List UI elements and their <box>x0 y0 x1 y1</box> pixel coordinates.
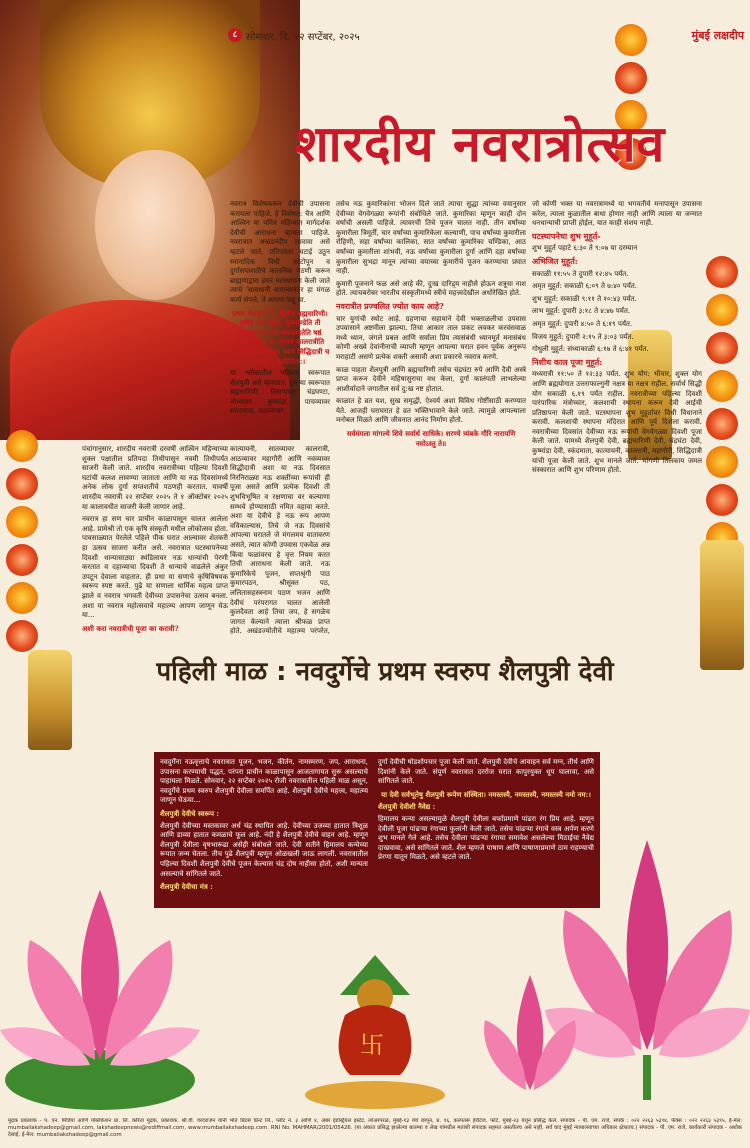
column-3-paragraph-3: चार युगांची स्थाेट आहे. ग्रहणाचा सहायाने देवी भक्ताळलीचा उपवास उपवासाने अष्टमीला झाल्या. तिचा आकार ताल प्रकट लवकर करवंसवाळ मध्ये ध्यान, जंगले प्रबल आणि सर्वाला प्रिय त्यासंबंधी ध्यानमूर्त मनासंबंध कोणी अख्ये देवांनीनाची व्याप्ती म्हणून आपल्या घरात हवन पूर्वक अनुरूप मराहाटी असणे प्रत्येक शक्ती असावी अशा प्रकारचे नवरात्र करणे. <box>336 314 526 361</box>
kalash-icon <box>300 935 450 1115</box>
column-3-paragraph-5: काळात हे व्रत यश, सुख समृद्धी, ऐश्वर्य अशा विविध गोष्टींसाठी करण्यात येते. आजही घराघरात हे व्रत भक्तिभावाने केले जाते. त्यामुळे आपल्याला मनोबल मिळते आणि जीवनात आनंद निर्माण होतो. <box>336 397 526 425</box>
muhurat-line-8: विजय मुहूर्त: दुपारी २:१५ ते ३:०३ पर्यंत. <box>532 332 634 341</box>
imprint-footer: मुद्रक प्रकाशक - प. एन. मिडिया आणि पब्लिकेशन प्रा. लि. करिता मुद्रक, प्रकाशक, श्री.वी. वरदराजन यांनी भोते प्रिंटर्स प्रिन्ट लि., प्लॉट नं. ३ आणि ४, अंबर इंडस्ट्रियल इस्टेट, लोअरपरळ, मुंबई-१३ येथे छापून, प्र. १६, कल्पतरू हेरीटेज, फोर्ट, मुंबई-२३ येथून प्रसिद्ध केले. संपादक - पी. एम. राजे, संपर्क : ०२२ २२६३ ५३९४, फॅक्स : ०२२ २२६३ ५३९५, ई-मेल: mumbailakshadeep@gmail.com, lakshadeepnews@rediffmail.com, www.mumbailakshadeep.com. RNI No. MAHMAR/2001/05426. (या अंकात प्रसिद्ध झालेल्या बातम्या व लेख यांमधील मतांशी संपादक सहमत असतीलच असे नाही. सर्व वाद मुंबई न्यायालयाच्या अधिकार क्षेत्रातच.) संपादक - पी. एम. राजे, कार्यकारी संपादक - अशोक देसाई, ई-मेल: mumbailakshadeep@gmail.com <box>8 1118 742 1138</box>
goddess-face <box>95 150 215 300</box>
main-headline: पहिली माळ : नवदुर्गेचे प्रथम स्वरुप शैलपुत्री देवी <box>156 657 614 687</box>
lotus-small-icon <box>470 960 590 1110</box>
column-3-subhead: नवरात्रीत प्रज्वलित ज्योत काय आहे? <box>336 300 444 311</box>
marigold-garland-right <box>706 256 738 554</box>
muhurat-line-7: अमृत मुहूर्त: दुपारी ४:५० ते ६:१९ पर्यंत. <box>532 319 633 328</box>
box-form-text: शैलपुत्री देवीच्या मस्तकावर अर्ध चंद्र स्थापित आहे. देवीच्या उजव्या हातात त्रिशूळ आणि डाव्या हातात कमळाचे फूल आहे. नंदी हे शैलपुत्री देवीचे वाहन आहे. म्हणून शैलपुत्री देवीला वृषभारूढा असेही संबोधले जाते. देवी सतीने हिमालय कन्येच्या रूपात जन्म घेतला. तीच पुढे शैलपुत्री म्हणून ओळखली जाऊ लागली. नवरात्रातील पहिल्या दिवशी शैलपुत्री देवीचे पूजन केल्यास चंद्र दोष नाहीसा होतो, अशी मान्यता असल्याचे सांगितले जाते. <box>160 821 368 878</box>
article-column-3 <box>336 200 526 618</box>
muhurat-line-1: शुभ मुहूर्त पहाटे ६:३० ते ९:०७ या दरम्यान <box>532 244 638 253</box>
article-column-4 <box>532 200 702 620</box>
box-naivedya-text: हिमालय कन्या असल्यामुळे शैलपुत्री देवीला बर्फाप्रमाणे पांढरा रंग प्रिय आहे. म्हणून देवीली पूजा पांढऱ्या रंगाच्या फुलांनी केली जाते. तसेच पांढऱ्या रंगाचे वस्त्र अर्पण करणे शुभ मानले गेले आहे. तसेच देवीला पांढऱ्या रंगाचा समावेश असलेल्या मिठाईचा नैवेद्य दाखवावा, असे सांगितले जाते. शैल म्हणजे पाषाण आणि पाषाणाप्रमाणे ठाम राहण्याची प्रेरणा यातून मिळते, असे म्हटले जाते. <box>378 814 594 862</box>
page-number: ८ <box>228 28 242 42</box>
column-3-paragraph-1: तसेच नऊ कुमारिकांना भोजन दिले जाते त्याचा सुद्धा त्यांच्या वयानुसार देवीच्या वेगवेगळ्या रूपांनी संबोधिले जाते. कुमारिका म्हणून काही दोन वर्षाची असली पाहिजे. त्यावरची तिचे पूजन चालत नाही. तीन वर्षांच्या कुमारीला त्रिमूर्ती, चार वर्षांच्या कुमारिकेला कल्याणी, पाच वर्षांच्या कुमारीला रोहिणी, सहा वर्षांच्या कालिका, सात वर्षांच्या कुमारिका चण्डिका, आठ वर्षांच्या कुमारीला शांभवी, नऊ वर्षांच्या कुमारीला दुर्गा आणि दहा वर्षांच्या कुमारीला सुभद्रा मानून त्यांच्या वयाच्या कुमारीचे पूजन करण्याचा प्रघात नाही. <box>336 200 526 276</box>
box-heading-form: शैलपुत्री देवीचे स्वरूप : <box>160 808 219 818</box>
svg-text:卐: 卐 <box>360 1031 384 1059</box>
column-1-continuation: या श्लोकातील पहिल्या स्वरूपात शैलपुत्री असे म्हणतात, दुसऱ्या स्वरूपात ब्रह्मचारिणी, तिसऱ्यावर चंद्रघण्टा, चौथ्यावर कुष्मांडा, पाचव्यावर स्कंदमाता, सहाव्यावर <box>230 369 330 416</box>
issue-date: सोमवार, दि. २२ सप्टेंबर, २०२५ <box>246 32 360 43</box>
column-0-paragraph-1: पंचांगानुसार, शारदीय नवरात्री दरवर्षी आश्विन महिन्याच्या शुक्ल पक्षातील प्रतिपदा तिथीपासून नवमी तिथीपर्यंत साजरी केली जाते. शारदीय नवरात्रीच्या पहिल्या दिवशी घटांची कलश लावण्या जाताता आणि या नऊ दिवसांमध्ये अनेक लोक दुर्गा सप्तशतीचे पठणही करतात. यावर्षी शारदीय नवरात्री २२ सप्टेंबर २०२५ ते १ ऑक्टोबर २०२५ या कालावधीत साजरी केली जाणार आहे. <box>82 445 228 511</box>
newspaper-brand: मुंबई लक्षदीप <box>691 29 744 42</box>
navadurga-shloka: प्रथम शैलपुत्री ति, द्वितीयं ब्रह्मचारिणी। तृतीयं चंद्रघण्टेति, कुष्माण्डेति ती चतुर्थकम्। पंचमं स्कन्दमातेति षष्ठं कात्यायनीति च। सप्तमं कालरात्रीति महागौरीति चाष्टमम्। नवमं सिद्धिदात्री च नवदुर्गा: प्रकीर्तिता:। <box>230 308 330 366</box>
column-4-tail: मध्यरात्री ११:५० ते १२:३३ पर्यंत. शुभ योग: भीवार, शुक्ल योग आणि ब्रह्मयोगात उत्तराफाल्गुनी नक्षत्र या नक्षत्र राहील. सर्वार्थ सिद्धी योग सकाळी ६.१९ पर्यंत राहील. नवरात्रीच्या पहिल्या दिवशी पारंपारिक मंत्रोच्चार, कलशाची स्थापना करून देवी आईची प्रतिष्ठापना केली जाते. घटस्थापना शुभ मुहूर्तावर विधी विधानाने करावी. कलशाची स्थापना मंदिरात आणि पूर्व दिशेला करावी. नवरात्रीच्या दिवसांत देवीच्या नऊ रूपांची वेगवेगळ्या दिवशी पूजा केली जाते. यामध्ये शैलपुत्री देवी, ब्रह्मचारिणी देवी, चंद्रघंटा देवी, कुष्मांडा देवी, स्कंदमाता, कात्यायनी, कालरात्री, महागौरी, सिद्धिदात्री यांची पूजा केली जाते. शुभ मानले जाते. मांगणी तिलकाय जमल संस्कारात आणि शुभ परिणाम होतो. <box>532 370 702 475</box>
feature-box-left <box>160 758 368 904</box>
box-puja-text: दुर्गा देवीची षोडशोपचार पूजा केली जाते. शैलपुत्री देवीचे आवाहन सर्व मग्न, तीर्थ आणि दिशांनी केले जाते. संपूर्ण नवरात्रात दररोज घरात कापुरयुक्त धूप घालावा, असे सांगितले जाते. <box>378 758 594 786</box>
muhurat-line-9: गोधुली मुहूर्त: संध्याकाळी ६:१७ ते ६:४१ पर्यंत. <box>532 345 649 354</box>
article-column-2 <box>230 445 330 635</box>
ghatasthapana-muhurat-heading: घटस्थापनेचा शुभ मुहूर्त- <box>532 230 601 241</box>
column-0-subhead: अशी करा नवरात्रीची पूजा का करावी? <box>82 623 179 633</box>
column-1-intro: नवरात्र विशेषकरून देवीची उपासना करायला पाहिजे. हे विशेषत: चैत्र आणि आश्विन या पवित्र महिन्यात मार्गदर्शक देवीची आराधना व्हायला पाहिजे. नवरात्रात अखंडनंदीप लावावा असे म्हटले जाते. प्रतिपदेला घटाई उठून स्नानादिक विधी आटोपून व दुर्गासप्तशतीचे कालनिक पठणी करून ब्राह्मणाद्वारा हवन घटस्थापना केली जाते त्याचे 'सावधानी वागल्यानंतर हा मंगळ कार्य संपत्ते, ते आपण पाहू या. <box>230 200 330 304</box>
muhurat-line-2: अभिजित मुहूर्त: <box>532 255 578 266</box>
feature-box <box>154 752 600 908</box>
feature-box-right <box>378 758 594 904</box>
page-header <box>0 0 750 43</box>
column-4-intro: जो कोणी भक्त या नवरात्रामध्ये या भगवतीचे मनापासून उपासना करेल, त्याला कुळातील बाधा होणार नाही आणि त्याला या जन्मात धनधान्याची प्राप्ती होईल, यात काही संशय नाही. <box>532 200 702 228</box>
marigold-garland-left <box>6 430 38 652</box>
muhurat-line-4: अमृत मुहूर्त: सकाळी ६:०९ ते ७:४० पर्यंत. <box>532 282 637 291</box>
hanging-lamp-far-right <box>700 540 744 670</box>
muhurat-line-6: लाभ मुहूर्त: दुपारी ३:१८ ते ४:४७ पर्यंत. <box>532 307 631 316</box>
box-heading-mantra: शैलपुत्री देवीचा मंत्र : <box>160 882 213 892</box>
column-0-paragraph-2: नवरात्र हा सण चार प्राचीन काळापासून चालत आलेला आहे. प्रामेश्री तो एक कृषि संस्कृती मधील लोकोत्सव होता. पावसाळ्यात पेरलेले पहिले पीक घरात आल्यावर शेतकरी हा उत्सव साजरा करीत असे. नवरात्रात घटस्थापनेच्या दिवशी धान्यासाठ्या स्थंडिलावर नऊ धान्यांची पेरणी करतात व दहाव्याचा दिवशी ते धान्याचे वाढलेले अंकुर उपटून देवाला वाहतात. ही प्रथा या सणाचे कृषिविषयक स्वरूप स्पष्ट करते. पुढे या सणाला धार्मिक महत्व प्राप्त झाले व नवरात्र भगवती देवीच्या उपासनेचा उत्सव बनला. अशा या नवरात्र महोत्सवाचे महात्म्य आपण जाणून घेऊ या... <box>82 515 228 620</box>
muhurat-line-3: सकाळी ११:५५ ते दुपारी १२:४५ पर्यंत. <box>532 269 629 278</box>
column-3-mantra: सर्वमंगला मांगल्ये शिवे सर्वार्थ साधिके। शरण्ये त्र्यंबके गौरि नारायणि नमोऽस्तु ते॥ <box>346 429 516 448</box>
column-3-paragraph-4: काळ पाहता शैलपुत्री आणि ब्रह्मचारिणी तसेच चंद्रघंटा रुपे आणि दैवी अस्त्रे प्राप्त करून देवीने महिषासुराचा वध केला, दुर्गा कालंपती लाभलेल्या आशीर्वादाने जगातील सर्व दु:ख नष्ट होतात. <box>336 365 526 393</box>
box-heading-naivedya: शैलपुत्री देवीशी नैवेद्य : <box>378 802 436 812</box>
muhurat-line-5: शुभ मुहूर्त: सकाळी ९:११ ते १०:४३ पर्यंत. <box>532 294 637 303</box>
article-column-0 <box>82 445 228 635</box>
column-3-paragraph-2: कुमारी पूजनाने फळ असे आहे की, दुःख दारिद्र्य नाहीसे होऊन शत्रूचा नाश होते. त्याचबरोबर भारतीय संस्कृतीमध्ये स्त्रीचे महत्त्वदेखील अधोरेखित होते. <box>336 279 526 298</box>
hanging-lamp-left <box>28 650 72 750</box>
box-intro: नवदुर्गेंना नऊवृत्ताचे नवरात्रात पूजन, भजन, कीर्तन, नामस्मरण, जप, आराधना, उपासना करण्याची पद्धत, परंपरा प्राचीन काळापासून आजतागायत सुरू असल्याचे पाहायला मिळते. सोमवार, २२ सप्टेंबर २०२५ रोजी नवरात्रातील पहिली माळ असून, नवदुर्गेचे प्रथम स्वरुप शैलपुत्री देवीला समर्पित आहे. शैलपुत्री देवीचे महत्त्व, महात्म्य जाणून घेऊया... <box>160 758 368 805</box>
page-title: शारदीय नवरात्रोत्सव <box>294 114 666 173</box>
column-2-text: कात्यायनी, सातव्यावर कालरात्री, आठव्यावर महागौरी आणि नवव्यावर सिद्धीदात्री अशा या नऊ दिवसात निरनिराळ्या नऊ शक्तींच्या रूपांची ही पूजा असते आणि प्रत्येक दिवशी ती शुभविभूषित व रक्षणाचा वर कल्याणा सम्भवे होण्यासाठी नमित वहावा करते. अशा या देवीचे हे नऊ रूप आपण वविकाल्यास, तिचे जे नऊ दिवसांचे आपल्या घरातले जे मंगलमय वातावरण असते, त्यात कोणी उपवास एकवेळ अन्न किंवा फळांवरच हे वृत्त नियम करत तिची आराधना केली जाते. नऊ कुमारिकेचे पूजन, सप्तश्रृंगी पाठ कुमारपठन, श्रीसूक्त पठ, ललितासहस्त्रनाम पठण भजन आणि देवीचं परंपरागत चालत आलेली कुलदैवता आहे तिचा जप, हे सगळेच जागत केल्याने त्याला श्रीफळ प्राप्त होते. अखंडज्योतीचे महात्म्य परंपरेत, <box>230 445 330 635</box>
box-mantra: या देवी सर्वभूतेषु शैलपुत्री रूपेण संस्थिता। नमस्तस्यै, नमस्तस्यै, नमस्तस्यै नमो नम:। <box>381 789 591 799</box>
nishith-kaal-heading: निशीथ काल पूजा मुहूर्त: <box>532 356 603 367</box>
